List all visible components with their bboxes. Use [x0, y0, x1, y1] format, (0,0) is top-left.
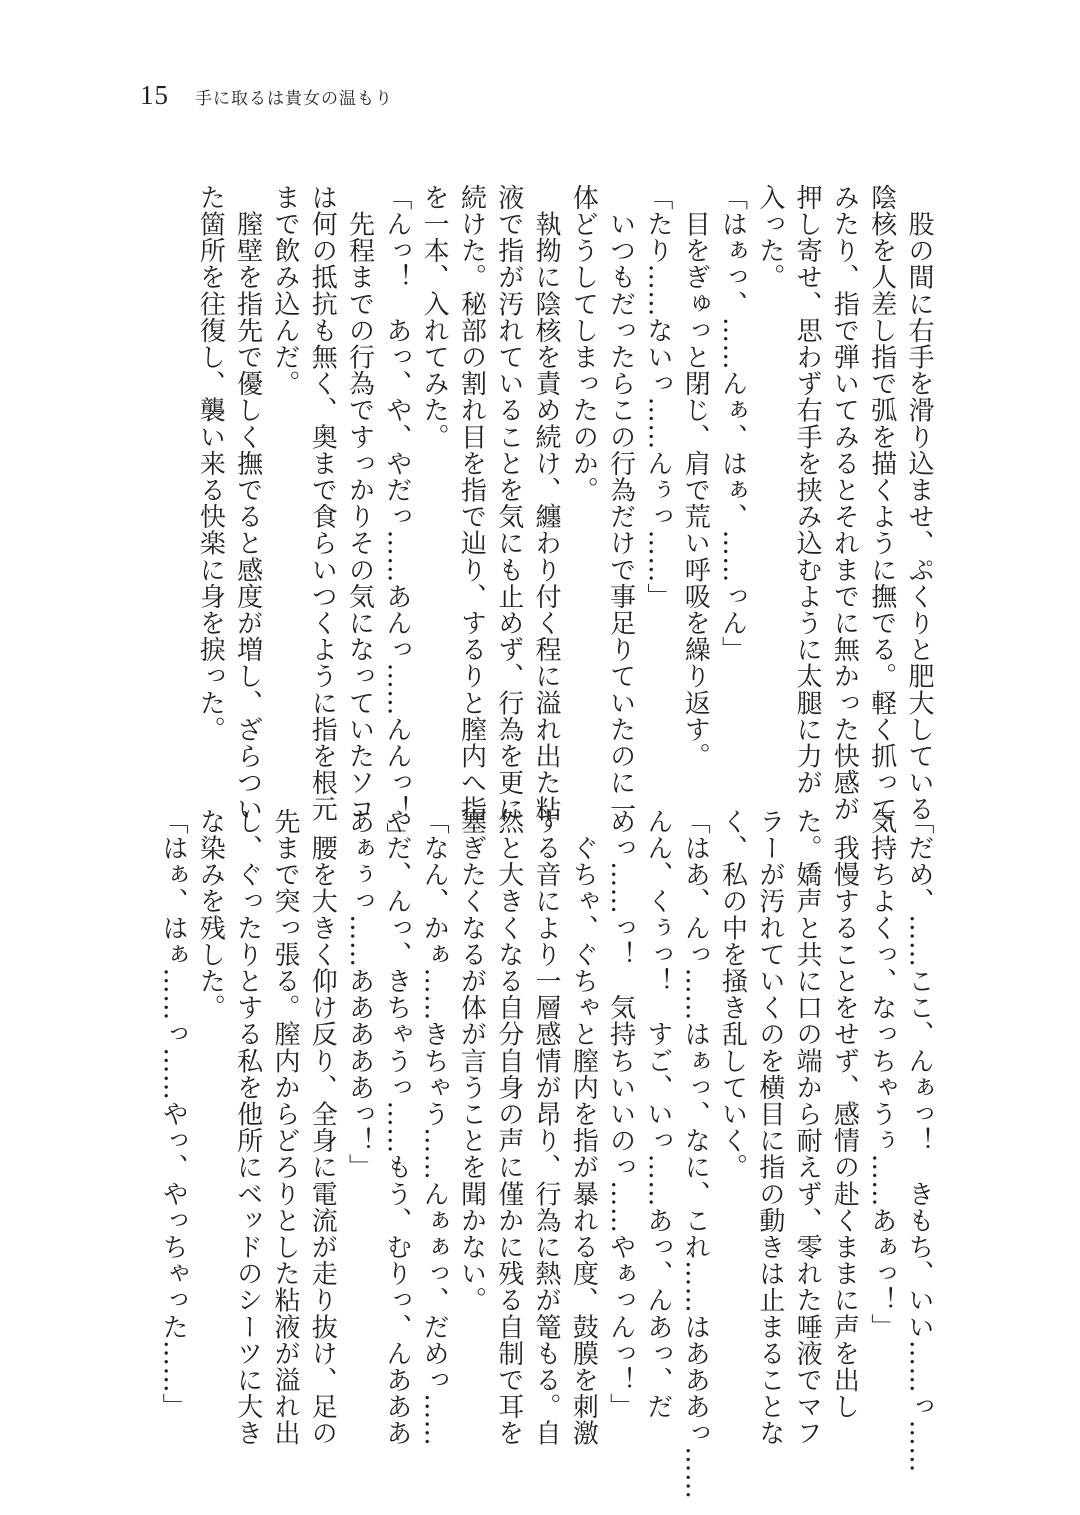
- text-line: 「はぁ、はぁ……っ……やっ、やっちゃった……」: [158, 808, 189, 1420]
- text-line: 膣壁を指先で優しく撫でると感度が増し、ざらつい: [232, 184, 263, 823]
- text-line: 陰核を人差し指で弧を描くように撫でる。軽く抓って: [866, 184, 897, 823]
- text-line: する音により一層感情が昂り、行為に熱が篭もる。自: [531, 808, 562, 1447]
- text-line: は何の抵抗も無く、奥まで食らいつくように指を根元: [307, 184, 338, 823]
- text-line: やだ、んっ、きちゃうっ……もう、むりっ、んあああ: [381, 808, 412, 1447]
- text-line: 然と大きくなる自分自身の声に僅かに残る自制で耳を: [493, 808, 524, 1447]
- text-line: 「んっ！ あっ、や、やだっ……あんっ……んんっ！」: [381, 184, 412, 849]
- text-line: 腰を大きく仰け反り、全身に電流が走り抜け、足の: [307, 808, 338, 1447]
- text-line: た。嬌声と共に口の端から耐えず、零れた唾液でマフ: [792, 808, 823, 1447]
- text-line: みたり、指で弾いてみるとそれまでに無かった快感が: [829, 184, 860, 823]
- text-line: あぁぅっ……あああああっ！」: [344, 808, 375, 1181]
- text-line: 入った。: [754, 184, 785, 291]
- page-header: [140, 80, 393, 111]
- text-line: 股の間に右手を滑り込ませ、ぷくりと肥大している: [904, 184, 934, 823]
- text-line: 執拗に陰核を責め続け、纏わり付く程に溢れ出た粘: [531, 184, 562, 823]
- text-line: 「なん、かぁ……きちゃう……んぁぁっ、だめっ……: [419, 808, 450, 1447]
- text-line: 「はあ、んっ……はぁっ、なに、これ……はあああっ……: [680, 808, 711, 1500]
- text-line: く、私の中を掻き乱していく。: [717, 808, 748, 1181]
- text-line: 気持ちよくっ、なっちゃうぅ……あぁっ！」: [866, 808, 897, 1340]
- running-title: 手に取るは貴女の温もり: [195, 89, 393, 109]
- body-text-bottom-block: [154, 808, 937, 1500]
- text-line: 先まで突っ張る。膣内からどろりとした粘液が溢れ出: [269, 808, 300, 1447]
- text-line: 「たり……ないっ……んぅっ……」: [642, 184, 673, 610]
- text-line: 先程までの行為ですっかりその気になっていたソコ: [344, 184, 375, 823]
- text-line: 続けた。秘部の割れ目を指で辿り、するりと膣内へ指: [456, 184, 487, 823]
- text-line: 塞ぎたくなるが体が言うことを聞かない。: [456, 808, 487, 1314]
- page-number: 15: [140, 80, 169, 110]
- text-line: た箇所を往復し、襲い来る快楽に身を捩った。: [195, 184, 226, 743]
- body-text-top-block: [191, 184, 937, 849]
- text-line: んん、くぅっ！ すご、いっ……あっ、んあっ、だ: [642, 808, 673, 1420]
- text-line: 液で指が汚れていることを気にも止めず、行為を更に: [493, 184, 524, 823]
- text-line: ぐちゃ、ぐちゃと膣内を指が暴れる度、鼓膜を刺激: [568, 808, 599, 1447]
- text-line: いつもだったらこの行為だけで事足りていたのに一: [605, 184, 636, 823]
- text-line: を一本、入れてみた。: [419, 184, 450, 450]
- text-line: 押し寄せ、思わず右手を挟み込むように太腿に力が: [792, 184, 823, 796]
- text-line: ラーが汚れていくのを横目に指の動きは止まることな: [754, 808, 785, 1447]
- text-line: 「だめ、……ここ、んぁっ！ きもち、いい……っ……: [904, 808, 934, 1473]
- text-line: 「はぁっ、……んぁ、はぁ、……っん」: [717, 184, 748, 663]
- text-line: し、ぐったりとする私を他所にベッドのシーツに大き: [232, 808, 263, 1447]
- text-line: 我慢することをせず、感情の赴くままに声を出し: [829, 808, 860, 1420]
- text-line: めっ……っ！ 気持ちいいのっ……やぁっんっ！」: [605, 808, 636, 1420]
- text-line: な染みを残した。: [195, 808, 226, 1021]
- text-line: 体どうしてしまったのか。: [568, 184, 599, 504]
- text-line: 目をぎゅっと閉じ、肩で荒い呼吸を繰り返す。: [680, 184, 711, 770]
- text-line: まで飲み込んだ。: [269, 184, 300, 397]
